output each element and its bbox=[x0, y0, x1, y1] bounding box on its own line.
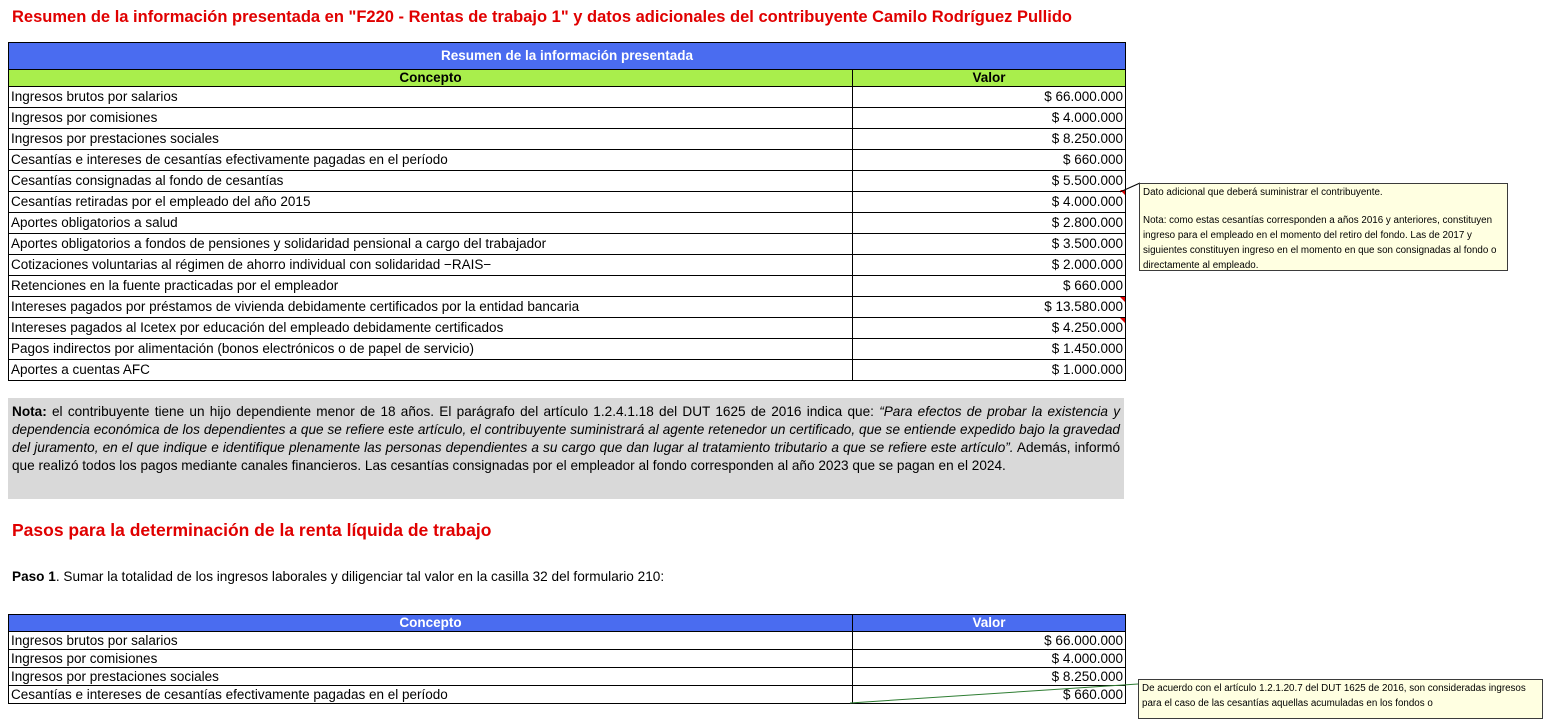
concepto-cell[interactable]: Intereses pagados por préstamos de vivienda debidamente certificados por la entidad bancaria bbox=[9, 297, 853, 318]
concepto-cell[interactable]: Cesantías retiradas por el empleado del año 2015 bbox=[9, 192, 853, 213]
concepto-cell[interactable]: Cotizaciones voluntarias al régimen de ahorro individual con solidaridad −RAIS− bbox=[9, 255, 853, 276]
comment-indicator[interactable] bbox=[1120, 318, 1125, 323]
concepto-cell[interactable]: Aportes obligatorios a salud bbox=[9, 213, 853, 234]
note-text: el contribuyente tiene un hijo dependiente menor de 18 años. El parágrafo del artículo 1.2.4.1.18 del DUT 1625 de 2016 indica que: bbox=[46, 404, 880, 419]
valor-cell[interactable]: $ 4.000.000 bbox=[853, 192, 1126, 213]
concepto-cell[interactable]: Cesantías e intereses de cesantías efectivamente pagadas en el período bbox=[9, 686, 853, 704]
table-row bbox=[9, 339, 1126, 360]
concepto-cell[interactable]: Ingresos brutos por salarios bbox=[9, 632, 853, 650]
note-text: Además, informó que realizó todos los pagos mediante canales financieros. Las cesantías consignadas por el empleador al fondo corresponden al año 2023 que se pagan en el 2024. bbox=[12, 440, 1120, 473]
valor-cell[interactable]: $ 1.000.000 bbox=[853, 360, 1126, 381]
valor-cell[interactable]: $ 3.500.000 bbox=[853, 234, 1126, 255]
valor-cell[interactable]: $ 66.000.000 bbox=[853, 87, 1126, 108]
table-row bbox=[9, 318, 1126, 339]
comment-indicator[interactable] bbox=[1120, 297, 1125, 302]
table-row bbox=[9, 360, 1126, 381]
comment-text: De acuerdo con el artículo 1.2.1.20.7 del DUT 1625 de 2016, son consideradas ingresos para el caso de las cesantías aquellas acumuladas en los fondos o bbox=[1142, 683, 1526, 709]
concepto-cell[interactable]: Ingresos por comisiones bbox=[9, 108, 853, 129]
valor-cell[interactable]: $ 4.000.000 bbox=[853, 108, 1126, 129]
valor-cell[interactable]: $ 660.000 bbox=[853, 150, 1126, 171]
section-title: Pasos para la determinación de la renta líquida de trabajo bbox=[12, 520, 492, 540]
table-row bbox=[9, 87, 1126, 108]
valor-cell[interactable]: $ 66.000.000 bbox=[853, 632, 1126, 650]
table-row bbox=[9, 213, 1126, 234]
comment-connector bbox=[840, 680, 1140, 706]
valor-cell[interactable]: $ 4.250.000 bbox=[853, 318, 1126, 339]
concepto-cell[interactable]: Intereses pagados al Icetex por educación del empleado debidamente certificados bbox=[9, 318, 853, 339]
valor-cell[interactable]: $ 8.250.000 bbox=[853, 129, 1126, 150]
table-row bbox=[9, 255, 1126, 276]
table-row bbox=[9, 150, 1126, 171]
valor-cell[interactable]: $ 5.500.000 bbox=[853, 171, 1126, 192]
valor-cell[interactable]: $ 8.250.000 bbox=[853, 668, 1126, 686]
step-1-text bbox=[12, 569, 664, 584]
page-title: Resumen de la información presentada en "F220 - Rentas de trabajo 1" y datos adicionales del contribuyente Camilo Rodríguez Pullido bbox=[12, 8, 1072, 26]
table-row bbox=[9, 192, 1126, 213]
concepto-cell[interactable]: Ingresos brutos por salarios bbox=[9, 87, 853, 108]
table-row bbox=[9, 632, 1126, 650]
valor-cell[interactable]: $ 4.000.000 bbox=[853, 650, 1126, 668]
note-box bbox=[8, 398, 1124, 499]
valor-cell[interactable]: $ 660.000 bbox=[853, 686, 1126, 704]
column-header-concepto[interactable]: Concepto bbox=[9, 70, 853, 87]
summary-table bbox=[8, 42, 1126, 381]
table-row bbox=[9, 650, 1126, 668]
step-label: Paso 1 bbox=[12, 569, 56, 584]
cell-comment-cesantias-pagadas[interactable] bbox=[1138, 679, 1543, 719]
table-row bbox=[9, 276, 1126, 297]
concepto-cell[interactable]: Aportes obligatorios a fondos de pensiones y solidaridad pensional a cargo del trabajador bbox=[9, 234, 853, 255]
concepto-cell[interactable]: Pagos indirectos por alimentación (bonos electrónicos o de papel de servicio) bbox=[9, 339, 853, 360]
table-row bbox=[9, 108, 1126, 129]
cell-comment-cesantias[interactable] bbox=[1139, 183, 1508, 271]
valor-cell[interactable]: $ 1.450.000 bbox=[853, 339, 1126, 360]
comment-text: Nota: como estas cesantías corresponden a años 2016 y anteriores, constituyen ingreso para el empleado en el momento del retiro del fondo. Las de 2017 y siguientes constituyen ingreso en el momento en que son consignadas al fondo o directamente al empleado. bbox=[1143, 215, 1497, 271]
comment-text: Dato adicional que deberá suministrar el contribuyente. bbox=[1143, 187, 1383, 198]
note-quote: “Para efectos de probar la existencia y dependencia económica de los dependientes a que se refiere este artículo, el contribuyente suministrará al agente retenedor un certificado, que se entiende expedido bajo la gravedad del juramento, en el que indique e identifique plenamente las personas dependientes a su cargo que dan lugar al tratamiento tributario a que se refiere este artículo”. bbox=[12, 404, 1120, 455]
valor-cell[interactable]: $ 660.000 bbox=[853, 276, 1126, 297]
valor-cell[interactable]: $ 2.800.000 bbox=[853, 213, 1126, 234]
concepto-cell[interactable]: Retenciones en la fuente practicadas por el empleador bbox=[9, 276, 853, 297]
table-row bbox=[9, 234, 1126, 255]
table-row bbox=[9, 171, 1126, 192]
step-description: . Sumar la totalidad de los ingresos laborales y diligenciar tal valor en la casilla 32 del formulario 210: bbox=[55, 569, 665, 584]
concepto-cell[interactable]: Aportes a cuentas AFC bbox=[9, 360, 853, 381]
column-header-valor[interactable]: Valor bbox=[853, 615, 1126, 632]
summary-table-heading[interactable]: Resumen de la información presentada bbox=[9, 43, 1126, 70]
concepto-cell[interactable]: Ingresos por prestaciones sociales bbox=[9, 668, 853, 686]
concepto-cell[interactable]: Ingresos por comisiones bbox=[9, 650, 853, 668]
concepto-cell[interactable]: Ingresos por prestaciones sociales bbox=[9, 129, 853, 150]
concepto-cell[interactable]: Cesantías consignadas al fondo de cesantías bbox=[9, 171, 853, 192]
valor-cell[interactable]: $ 2.000.000 bbox=[853, 255, 1126, 276]
concepto-cell[interactable]: Cesantías e intereses de cesantías efectivamente pagadas en el período bbox=[9, 150, 853, 171]
valor-cell[interactable]: $ 13.580.000 bbox=[853, 297, 1126, 318]
column-header-valor[interactable]: Valor bbox=[853, 70, 1126, 87]
table-row bbox=[9, 129, 1126, 150]
table-row bbox=[9, 297, 1126, 318]
column-header-concepto[interactable]: Concepto bbox=[9, 615, 853, 632]
note-label: Nota: bbox=[12, 404, 47, 419]
